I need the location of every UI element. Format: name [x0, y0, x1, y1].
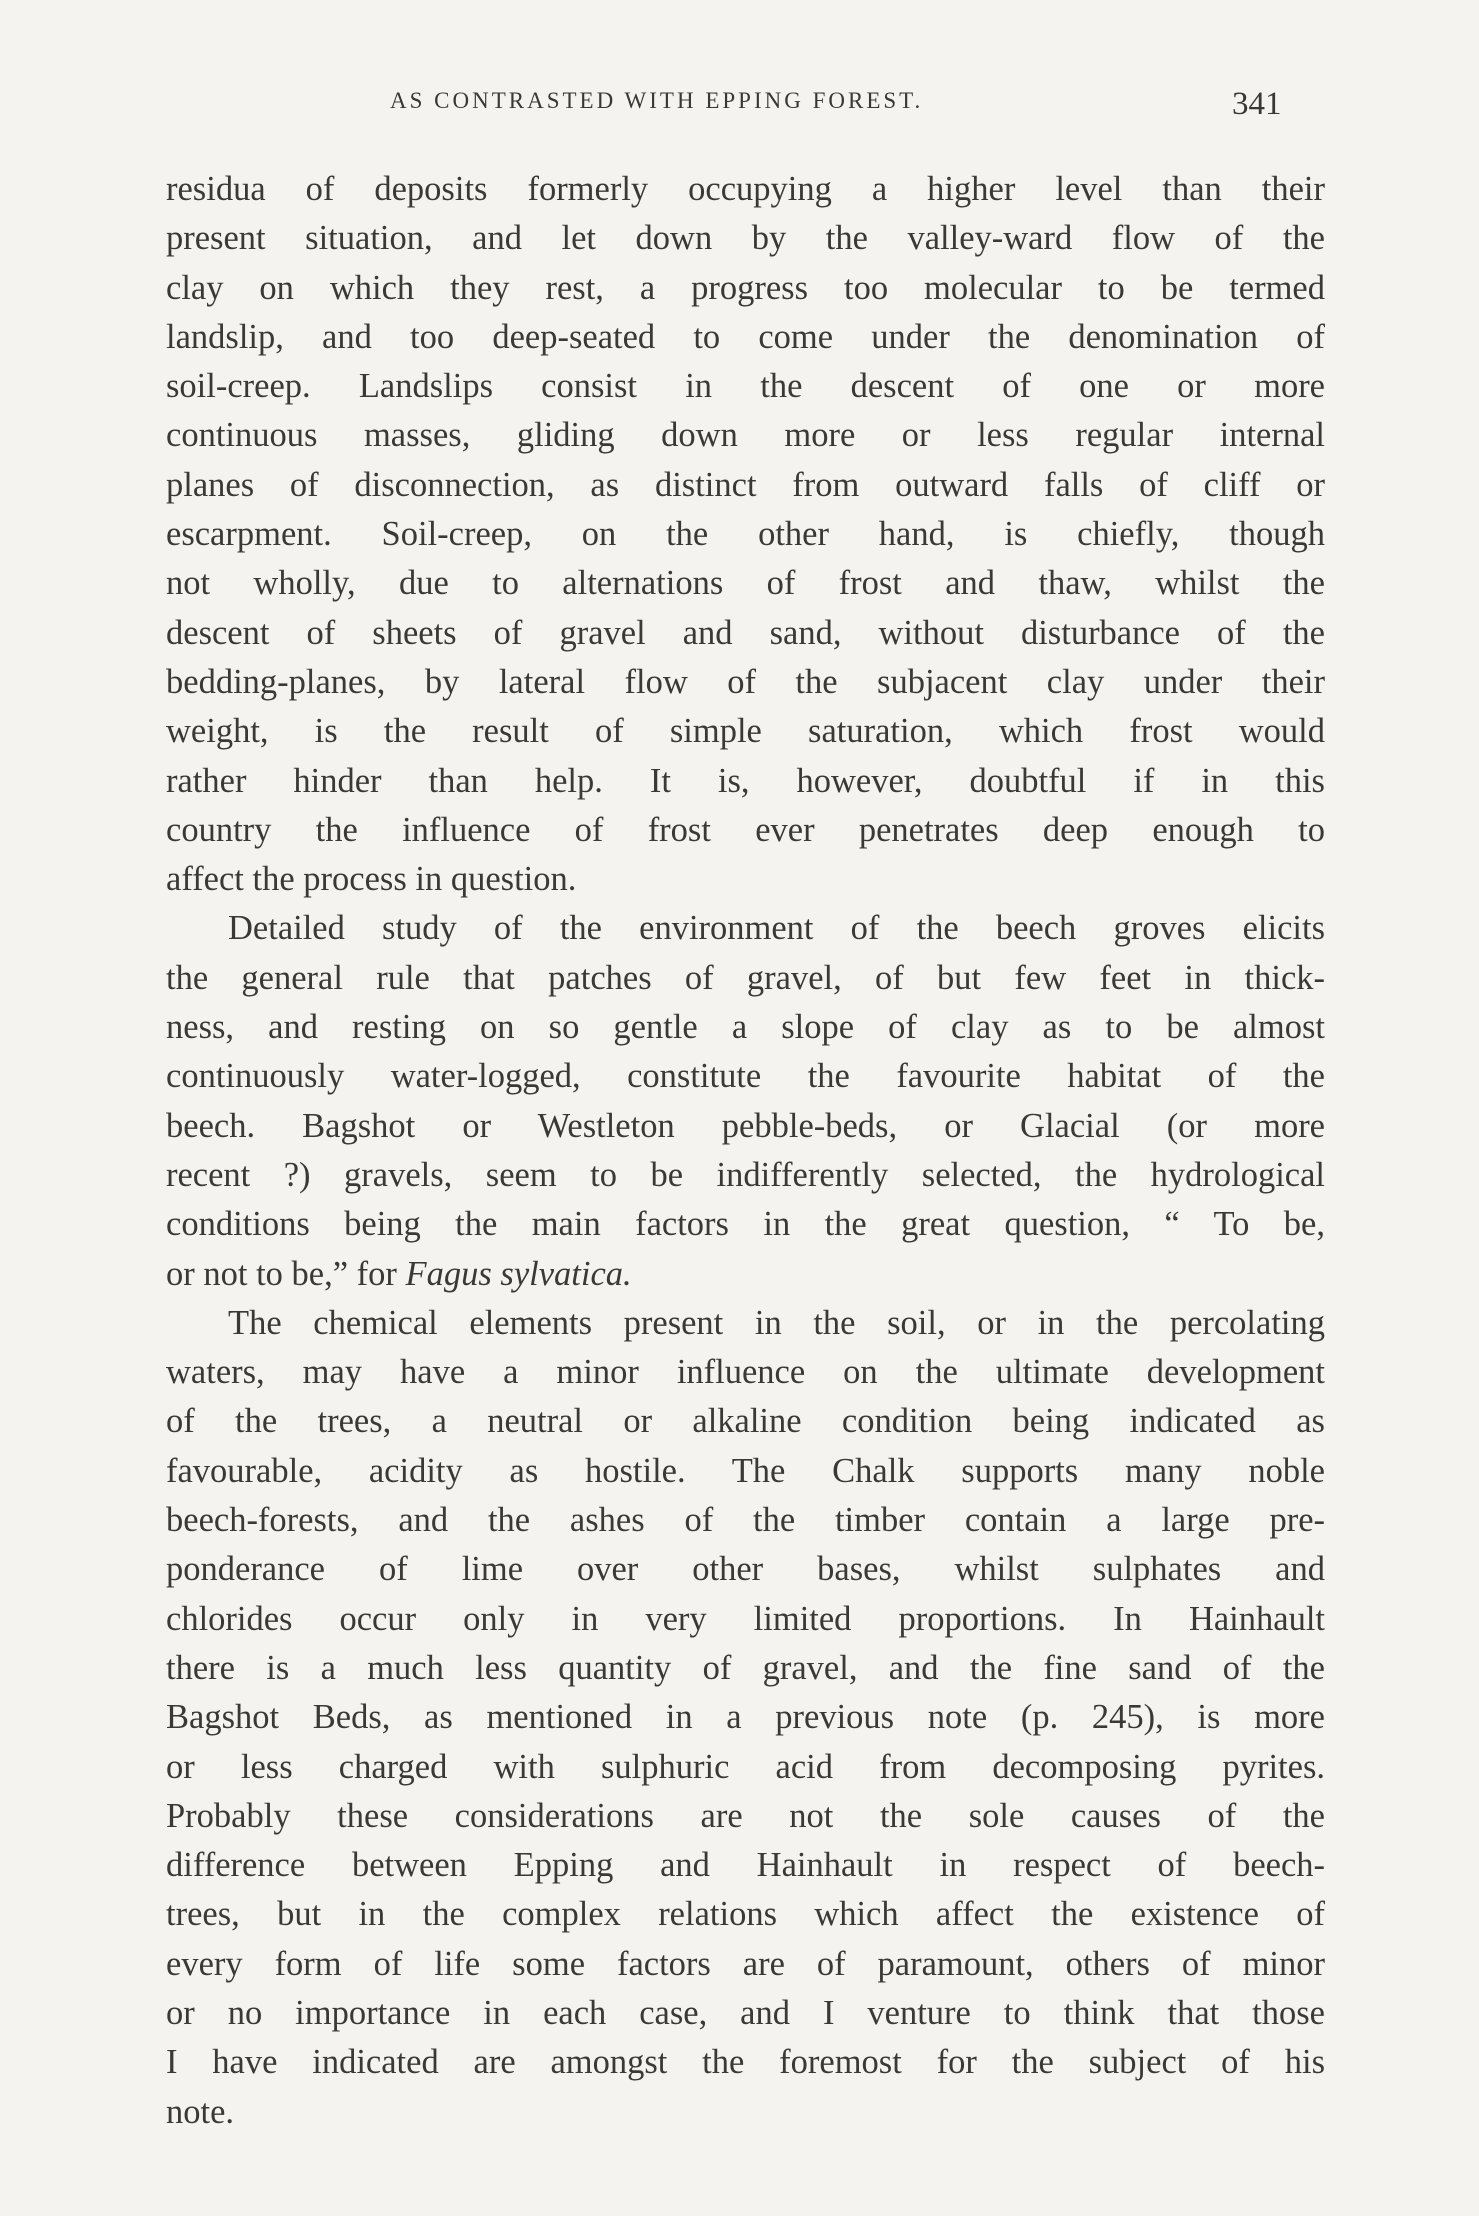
text-line — [166, 362, 1325, 411]
text-line — [166, 609, 1325, 658]
text-line — [166, 2038, 1325, 2087]
line-text: or no importance in each case, and I venture to think that those — [166, 1993, 1325, 2032]
text-line — [166, 904, 1325, 953]
text-line — [166, 658, 1325, 707]
line-text: present situation, and let down by the valley-ward flow of the — [166, 219, 1325, 258]
line-text: descent of sheets of gravel and sand, without disturbance of the — [166, 613, 1325, 652]
line-text: or not to be,” for — [166, 1254, 406, 1293]
text-line — [166, 1447, 1325, 1496]
text-line — [166, 1792, 1325, 1841]
line-text: beech-forests, and the ashes of the timber contain a large pre- — [166, 1501, 1325, 1540]
running-head — [0, 88, 1479, 128]
line-text: country the influence of frost ever penetrates deep enough to — [166, 810, 1325, 849]
line-text: escarpment. Soil-creep, on the other hand, is chiefly, though — [166, 515, 1325, 554]
text-line — [166, 1250, 1325, 1299]
text-line — [166, 2088, 1325, 2137]
text-line — [166, 411, 1325, 460]
line-text: of the trees, a neutral or alkaline condition being indicated as — [166, 1402, 1325, 1441]
text-line — [166, 165, 1325, 214]
page-number: 341 — [1232, 86, 1282, 122]
line-text: landslip, and too deep-seated to come under the denomination of — [166, 317, 1325, 356]
text-line — [166, 313, 1325, 362]
text-line — [166, 1102, 1325, 1151]
text-line — [166, 1496, 1325, 1545]
line-text: difference between Epping and Hainhault in respect of beech- — [166, 1846, 1325, 1885]
line-text: clay on which they rest, a progress too molecular to be termed — [166, 268, 1325, 307]
line-text: the general rule that patches of gravel, of but few feet in thick- — [166, 958, 1325, 997]
text-line — [166, 757, 1325, 806]
text-line — [166, 1595, 1325, 1644]
text-line — [166, 954, 1325, 1003]
line-text: I have indicated are amongst the foremost for the subject of his — [166, 2043, 1325, 2082]
line-text: The chemical elements present in the soil, or in the percolating — [228, 1303, 1325, 1342]
line-text: every form of life some factors are of paramount, others of minor — [166, 1944, 1325, 1983]
text-line — [166, 707, 1325, 756]
text-line — [166, 1299, 1325, 1348]
line-text: continuously water-logged, constitute the favourite habitat of the — [166, 1057, 1325, 1096]
text-line — [166, 1003, 1325, 1052]
italic-species-name: Fagus sylvatica. — [405, 1254, 632, 1293]
text-line — [166, 1940, 1325, 1989]
text-line — [166, 214, 1325, 263]
text-line — [166, 1545, 1325, 1594]
text-line — [166, 855, 1325, 904]
line-text: Detailed study of the environment of the beech groves elicits — [228, 909, 1325, 948]
line-text: affect the process in question. — [166, 860, 577, 899]
paragraph — [166, 904, 1325, 1298]
text-line — [166, 806, 1325, 855]
line-text: bedding-planes, by lateral flow of the subjacent clay under their — [166, 662, 1325, 701]
text-line — [166, 1397, 1325, 1446]
text-line — [166, 510, 1325, 559]
line-text: beech. Bagshot or Westleton pebble-beds, or Glacial (or more — [166, 1106, 1325, 1145]
line-text: note. — [166, 2092, 235, 2131]
text-line — [166, 559, 1325, 608]
text-line — [166, 1841, 1325, 1890]
text-line — [166, 461, 1325, 510]
line-text: continuous masses, gliding down more or less regular internal — [166, 416, 1325, 455]
text-line — [166, 1743, 1325, 1792]
line-text: or less charged with sulphuric acid from decomposing pyrites. — [166, 1747, 1325, 1786]
paragraph — [166, 1299, 1325, 2137]
line-text: Bagshot Beds, as mentioned in a previous note (p. 245), is more — [166, 1698, 1325, 1737]
line-text: recent ?) gravels, seem to be indifferently selected, the hydrological — [166, 1155, 1325, 1194]
text-line — [166, 1890, 1325, 1939]
line-text: ness, and resting on so gentle a slope of clay as to be almost — [166, 1008, 1325, 1047]
line-text: waters, may have a minor influence on the ultimate development — [166, 1353, 1325, 1392]
line-text: soil-creep. Landslips consist in the descent of one or more — [166, 367, 1325, 406]
text-line — [166, 1644, 1325, 1693]
line-text: weight, is the result of simple saturation, which frost would — [166, 712, 1325, 751]
line-text: chlorides occur only in very limited proportions. In Hainhault — [166, 1599, 1325, 1638]
body-text — [166, 165, 1325, 2137]
text-line — [166, 1989, 1325, 2038]
text-line — [166, 1348, 1325, 1397]
line-text: ponderance of lime over other bases, whilst sulphates and — [166, 1550, 1325, 1589]
text-line — [166, 1151, 1325, 1200]
line-text: trees, but in the complex relations which affect the existence of — [166, 1895, 1325, 1934]
line-text: not wholly, due to alternations of frost and thaw, whilst the — [166, 564, 1325, 603]
line-text: conditions being the main factors in the great question, “ To be, — [166, 1205, 1325, 1244]
line-text: planes of disconnection, as distinct from outward falls of cliff or — [166, 465, 1325, 504]
text-line — [166, 264, 1325, 313]
line-text: there is a much less quantity of gravel, and the fine sand of the — [166, 1648, 1325, 1687]
text-line — [166, 1693, 1325, 1742]
line-text: residua of deposits formerly occupying a higher level than their — [166, 170, 1325, 208]
text-line — [166, 1200, 1325, 1249]
paragraph — [166, 165, 1325, 904]
line-text: rather hinder than help. It is, however, doubtful if in this — [166, 761, 1325, 800]
line-text: favourable, acidity as hostile. The Chalk supports many noble — [166, 1451, 1325, 1490]
line-text: Probably these considerations are not the sole causes of the — [166, 1796, 1325, 1835]
running-title: AS CONTRASTED WITH EPPING FOREST. — [390, 88, 924, 113]
text-line — [166, 1052, 1325, 1101]
